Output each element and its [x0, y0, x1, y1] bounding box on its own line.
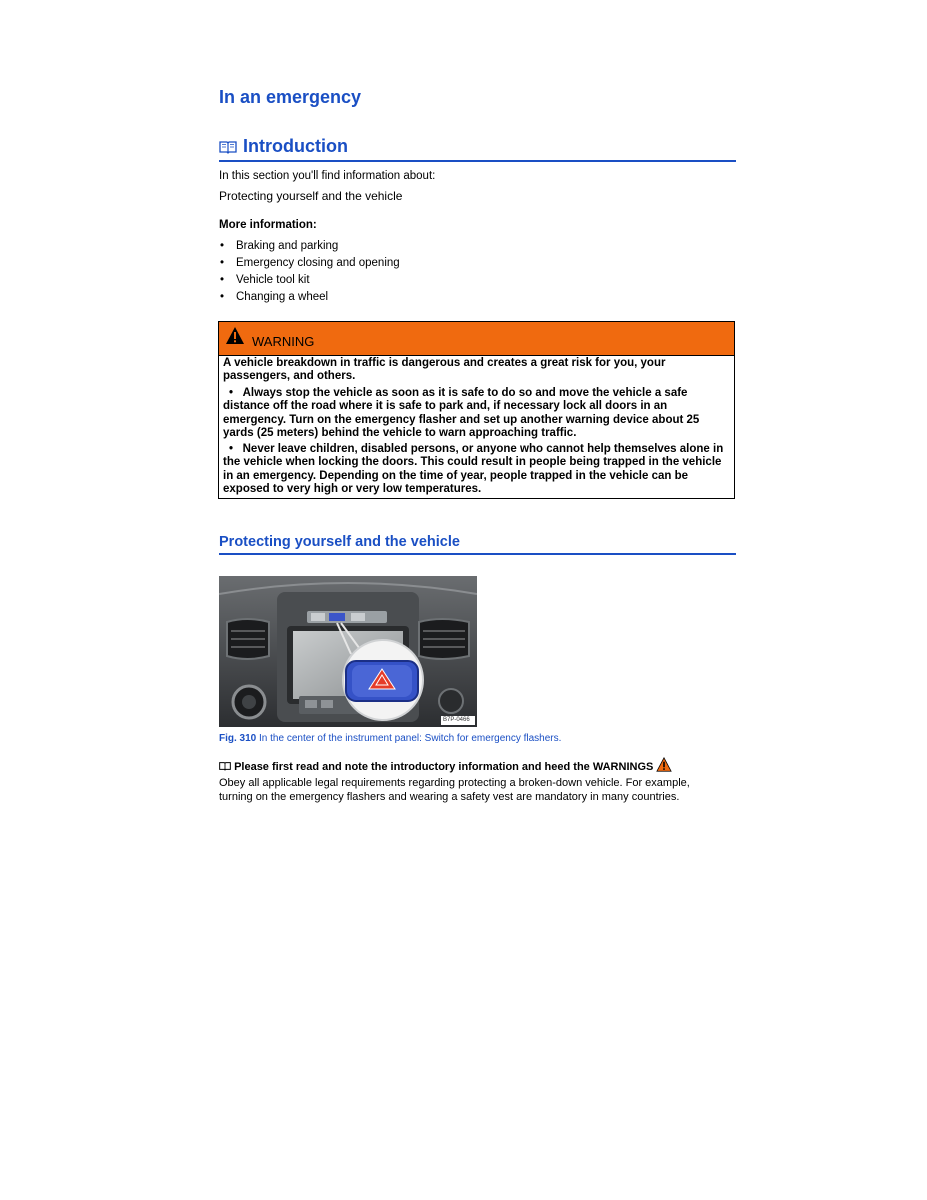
protecting-heading: Protecting yourself and the vehicle	[219, 534, 460, 550]
intro-lead: In this section you'll find information about:	[219, 170, 436, 182]
warning-box	[218, 321, 735, 499]
more-info-list	[219, 238, 400, 306]
intro-topic: Protecting yourself and the vehicle	[219, 189, 403, 203]
warning-header	[219, 322, 734, 356]
list-item: • Emergency closing and opening	[219, 255, 400, 272]
warning-bullet-text: Never leave children, disabled persons, or anyone who cannot help themselves alone in the vehicle when locking the doors. This could result in people being trapped in the vehicle in an emergency. Depending on the time of year, people trapped in the vehicle can be exposed to very high or very low temperatures.	[223, 443, 724, 495]
dashboard-figure	[219, 576, 477, 727]
list-item: • Braking and parking	[219, 238, 400, 255]
read-first-note	[219, 757, 672, 773]
figure-code: B7P-0466	[443, 717, 470, 723]
protecting-body-text: Obey all applicable legal requirements regarding protecting a broken-down vehicle. For example, turning on the emergency flashers and wearing a safety vest are mandatory in many countries.	[219, 777, 690, 803]
introduction-heading: Introduction	[243, 136, 348, 156]
dashboard-illustration	[219, 576, 477, 727]
book-icon	[219, 761, 231, 771]
warning-bullet: • Always stop the vehicle as soon as it is safe to do so and move the vehicle a safe distance off the road where it is safe to park and, if necessary lock all doors in an emergency. Turn on the emergency flasher and set up another warning device about 25 yards (25 meters) behind the vehicle to warn approaching traffic.	[223, 387, 700, 439]
warning-triangle-icon	[225, 326, 245, 345]
introduction-heading-bar	[219, 136, 736, 162]
warning-paragraph: A vehicle breakdown in traffic is dangerous and creates a great risk for you, your passengers, and others.	[223, 357, 666, 383]
list-item: • Vehicle tool kit	[219, 272, 400, 289]
figure-label: Fig. 310	[219, 733, 257, 744]
more-info-label: More information:	[219, 219, 317, 231]
list-item: • Changing a wheel	[219, 289, 400, 306]
section-title: In an emergency	[219, 87, 362, 107]
warning-bullet: • Never leave children, disabled persons, or anyone who cannot help themselves alone in the vehicle when locking the doors. This could result in people being trapped in the vehicle in an emergency. Depending on the time of year, people trapped in the vehicle can be exposed to very high or very low temperatures.	[223, 443, 724, 495]
protecting-heading-bar	[219, 534, 736, 555]
figure-caption-text: In the center of the instrument panel: Switch for emergency flashers.	[259, 733, 562, 744]
warning-triangle-icon	[656, 757, 672, 772]
read-first-text: Please first read and note the introductory information and heed the WARNINGS	[234, 761, 654, 773]
figure-caption	[219, 733, 561, 744]
book-icon	[219, 140, 237, 154]
warning-title: WARNING	[252, 334, 315, 349]
warning-bullet-text: Always stop the vehicle as soon as it is safe to do so and move the vehicle a safe distance off the road where it is safe to park and, if necessary lock all doors in an emergency. Turn on the emergency flasher and set up another warning device about 25 yards (25 meters) behind the vehicle to warn approaching traffic.	[223, 387, 700, 439]
